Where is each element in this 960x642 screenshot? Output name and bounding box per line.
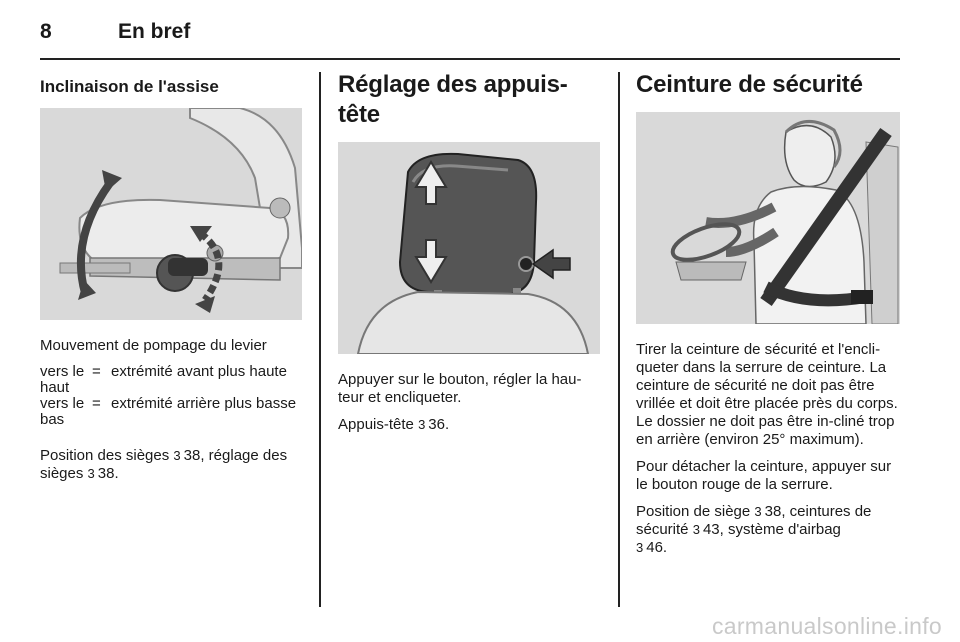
ref-text: 43, système d'airbag: [702, 521, 841, 538]
ref-text: 46.: [646, 539, 668, 556]
ref-text: 38, réglage des sièges: [40, 447, 288, 482]
column-divider: [618, 72, 620, 607]
column-divider: [319, 72, 321, 607]
section-heading: Réglage des appuis-tête: [338, 71, 568, 128]
ref-arrow-icon: 3: [87, 466, 95, 481]
ref-text: 38, ceintures de sécurité: [636, 503, 872, 538]
definition-equals: =: [92, 363, 101, 380]
ref-arrow-icon: 3: [692, 522, 700, 537]
body-text: Appuyer sur le bouton, régler la hau-teur et encliqueter.: [338, 371, 582, 406]
definition-term: vers le haut: [40, 363, 85, 396]
definition-equals: =: [92, 395, 101, 412]
ref-text: Appuis-tête: [338, 416, 414, 433]
definition-term: vers le bas: [40, 395, 85, 428]
header-rule: [40, 58, 900, 60]
ref-text: Position des sièges: [40, 447, 170, 464]
definition-table: [40, 364, 296, 428]
cross-reference: [338, 416, 600, 434]
headrest-illustration: [338, 142, 600, 354]
definition-row: [40, 396, 296, 428]
definition-description: extrémité avant plus haute: [111, 363, 287, 380]
page-title: En bref: [118, 20, 191, 43]
ref-arrow-icon: 3: [418, 417, 426, 432]
seatbelt-illustration: [636, 112, 900, 324]
ref-arrow-icon: 3: [636, 540, 644, 555]
watermark: carmanualsonline.info: [711, 613, 942, 639]
cross-reference: [40, 447, 302, 483]
body-text: Pour détacher la ceinture, appuyer sur le bouton rouge de la serrure.: [636, 458, 892, 493]
ref-text: 36.: [428, 416, 450, 433]
definition-description: extrémité arrière plus basse: [111, 395, 297, 412]
seat-tilt-illustration: [40, 108, 302, 320]
page-number: 8: [40, 20, 52, 43]
ref-arrow-icon: 3: [173, 448, 181, 463]
definition-row: [40, 364, 296, 396]
ref-text: Position de siège: [636, 503, 751, 520]
seatbelt-section: [636, 70, 900, 557]
ref-arrow-icon: 3: [754, 504, 762, 519]
cross-reference: [636, 503, 900, 557]
body-text: Tirer la ceinture de sécurité et l'encli-queter dans la serrure de ceinture. La ceinture de sécurité ne doit pas être vrillée et doit être placée près du corps. Le dossier ne doit pas être in-cliné trop en arrière (environ 25° maximum).: [636, 341, 898, 448]
seat-tilt-section: [40, 70, 302, 483]
figure-caption: Mouvement de pompage du levier: [40, 337, 267, 354]
section-heading: Inclinaison de l'assise: [40, 77, 219, 96]
headrest-section: [338, 70, 600, 434]
ref-text: 38.: [97, 465, 119, 482]
section-heading: Ceinture de sécurité: [636, 71, 863, 98]
